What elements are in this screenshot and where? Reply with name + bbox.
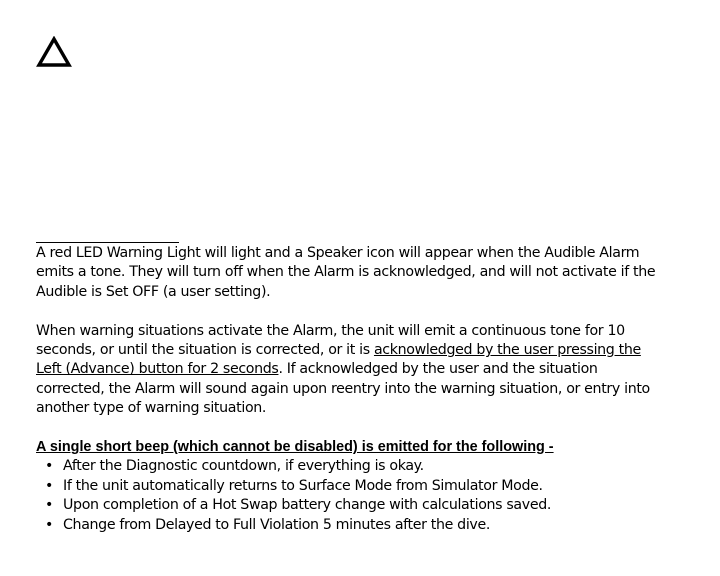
list-item-text: After the Diagnostic countdown, if everything is okay. xyxy=(63,458,424,475)
list-item xyxy=(36,477,666,496)
list-item xyxy=(36,516,666,535)
list-item-text: Change from Delayed to Full Violation 5 minutes after the dive. xyxy=(63,516,491,533)
alarm-duration-text-end: . If acknowledged by the user and the situation corrected, the Alarm will sound again upon reentry into the warning situation, or entry into another type of warning situation. xyxy=(36,361,650,417)
alarm-duration-text-start: When warning situations activate the Alarm, the unit will emit a continuous tone for 10 seconds, or until the situation is corrected, or it is xyxy=(36,322,625,359)
alarm-description xyxy=(36,244,666,535)
alarm-duration-paragraph xyxy=(36,322,666,419)
bullet-icon: • xyxy=(45,497,54,514)
warning-triangle-icon xyxy=(36,36,72,68)
list-item xyxy=(36,457,666,476)
beep-heading: A single short beep (which cannot be disabled) is emitted for the following - xyxy=(36,439,554,456)
list-item-text: If the unit automatically returns to Surface Mode from Simulator Mode. xyxy=(63,477,543,494)
led-speaker-paragraph: A red LED Warning Light will light and a Speaker icon will appear when the Audible Alarm emits a tone. They will turn off when the Alarm is acknowledged, and will not activate if the Audible is Set OFF (a user setting). xyxy=(36,245,656,300)
beep-list xyxy=(36,457,666,535)
bullet-icon: • xyxy=(45,477,54,494)
bullet-icon: • xyxy=(45,516,54,533)
acknowledge-instruction: acknowledged by the user pressing the Left (Advance) button for 2 seconds xyxy=(36,342,641,378)
section-divider xyxy=(36,242,179,243)
list-item-text: Upon completion of a Hot Swap battery change with calculations saved. xyxy=(63,497,552,514)
list-item xyxy=(36,496,666,515)
bullet-icon: • xyxy=(45,458,54,475)
